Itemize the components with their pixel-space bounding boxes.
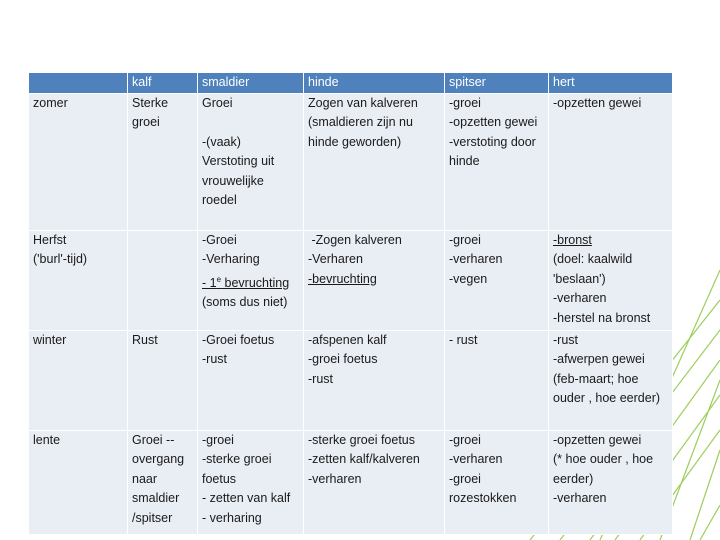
spitser-cell-winter (445, 330, 549, 430)
cell-line: -Groei (202, 232, 237, 247)
cell-line: overgang (132, 452, 185, 466)
cell-line: -Zogen kalveren (308, 232, 402, 247)
cell-line: -rust (308, 371, 333, 386)
cell-line: Groei -- (132, 432, 175, 447)
cell-line: (smaldieren zijn nu (308, 115, 413, 129)
cell-line: Sterke (132, 95, 169, 110)
kalf-cell-lente (128, 430, 198, 534)
spitser-cell-herfst (445, 230, 549, 330)
header-smaldier: smaldier (198, 73, 304, 94)
cell-line: -herstel na bronst (553, 310, 651, 325)
cell-line: smaldier (132, 491, 180, 505)
cell-line: groei (132, 115, 160, 129)
cell-line: -groei foetus (308, 352, 378, 366)
cell-line: -verharen (553, 291, 607, 305)
header-spitser: spitser (445, 73, 549, 94)
cell-line: hinde geworden) (308, 134, 402, 149)
table-header-row (29, 73, 673, 94)
cell-line: -groei (449, 471, 481, 486)
cell-line: -opzetten gewei (553, 95, 642, 110)
cell-line: -groei (449, 232, 481, 247)
hinde-cell-herfst (304, 230, 445, 330)
hert-cell-lente (549, 430, 673, 534)
season-sublabel: ('burl'-tijd) (33, 252, 88, 266)
cell-line: Rust (132, 332, 158, 347)
cell-line: rozestokken (449, 491, 517, 505)
kalf-cell-winter (128, 330, 198, 430)
cell-line: -verharen (553, 491, 607, 505)
cell-line: (* hoe ouder , hoe (553, 452, 654, 466)
cell-line: -vegen (449, 271, 488, 286)
cell-line: roedel (202, 193, 237, 207)
cell-line: ouder , hoe eerder) (553, 391, 661, 405)
smaldier-cell-herfst (198, 230, 304, 330)
kalf-cell-zomer (128, 93, 198, 230)
cell-line: - zetten van kalf (202, 491, 291, 505)
cell-line: foetus (202, 471, 237, 486)
cell-line: Groei (202, 95, 233, 110)
cell-line: -verstoting door (449, 134, 536, 149)
cell-line: -afspenen kalf (308, 332, 387, 347)
cell-line: -opzetten gewei (449, 115, 538, 129)
cell-line: -groei (202, 432, 234, 447)
cell-line: - rust (449, 332, 478, 347)
cell-line: Verstoting uit (202, 154, 275, 168)
cell-line: 'beslaan') (553, 271, 606, 286)
season-table (28, 72, 673, 535)
cell-line: -rust (202, 352, 227, 366)
cell-line: -afwerpen gewei (553, 352, 645, 366)
cell-line: (doel: kaalwild (553, 252, 633, 266)
cell-line: - verharing (202, 510, 262, 525)
spitser-cell-lente (445, 430, 549, 534)
season-cell-herfst (29, 230, 128, 330)
cell-line: -bronst (553, 232, 592, 247)
cell-line: naar (132, 471, 158, 486)
kalf-cell-herfst (128, 230, 198, 330)
cell-line: -verharen (449, 452, 503, 466)
cell-line: -Verharing (202, 252, 260, 266)
cell-line (202, 113, 299, 133)
cell-line: -sterke groei foetus (308, 432, 415, 447)
table-row-herfst (29, 230, 673, 330)
cell-line: -Groei foetus (202, 332, 275, 347)
cell-line: - 1e bevruchting (202, 274, 290, 290)
spitser-cell-zomer (445, 93, 549, 230)
cell-line: -(vaak) (202, 134, 241, 149)
season-label: lente (33, 432, 61, 447)
cell-line: -opzetten gewei (553, 432, 642, 447)
hinde-cell-winter (304, 330, 445, 430)
table-row-lente (29, 430, 673, 534)
cell-line: -verharen (449, 252, 503, 266)
header-season (29, 73, 128, 94)
cell-line: -groei (449, 432, 481, 447)
cell-line: -rust (553, 332, 578, 347)
hinde-cell-lente (304, 430, 445, 534)
season-cell-lente (29, 430, 128, 534)
cell-line: -zetten kalf/kalveren (308, 452, 420, 466)
hert-cell-zomer (549, 93, 673, 230)
season-cell-zomer (29, 93, 128, 230)
cell-line: -groei (449, 95, 481, 110)
header-hert: hert (549, 73, 673, 94)
season-cell-winter (29, 330, 128, 430)
table-row-zomer (29, 93, 673, 230)
hinde-cell-zomer (304, 93, 445, 230)
cell-line: (soms dus niet) (202, 295, 288, 310)
cell-line: /spitser (132, 510, 173, 525)
cell-line: Zogen van kalveren (308, 95, 418, 110)
header-hinde: hinde (304, 73, 445, 94)
cell-line: (feb-maart; hoe (553, 371, 639, 386)
smaldier-cell-lente (198, 430, 304, 534)
cell-line: hinde (449, 154, 480, 168)
hert-cell-herfst (549, 230, 673, 330)
cell-line: -sterke groei (202, 452, 272, 466)
hert-cell-winter (549, 330, 673, 430)
header-kalf: kalf (128, 73, 198, 94)
smaldier-cell-winter (198, 330, 304, 430)
smaldier-cell-zomer (198, 93, 304, 230)
table-row-winter (29, 330, 673, 430)
season-label: zomer (33, 95, 68, 110)
cell-line: -Verharen (308, 252, 363, 266)
cell-line: -bevruchting (308, 271, 377, 286)
season-label: winter (33, 332, 67, 347)
cell-line: eerder) (553, 471, 594, 486)
cell-line: vrouwelijke (202, 173, 264, 188)
season-label: Herfst (33, 232, 67, 247)
cell-line: -verharen (308, 471, 362, 486)
